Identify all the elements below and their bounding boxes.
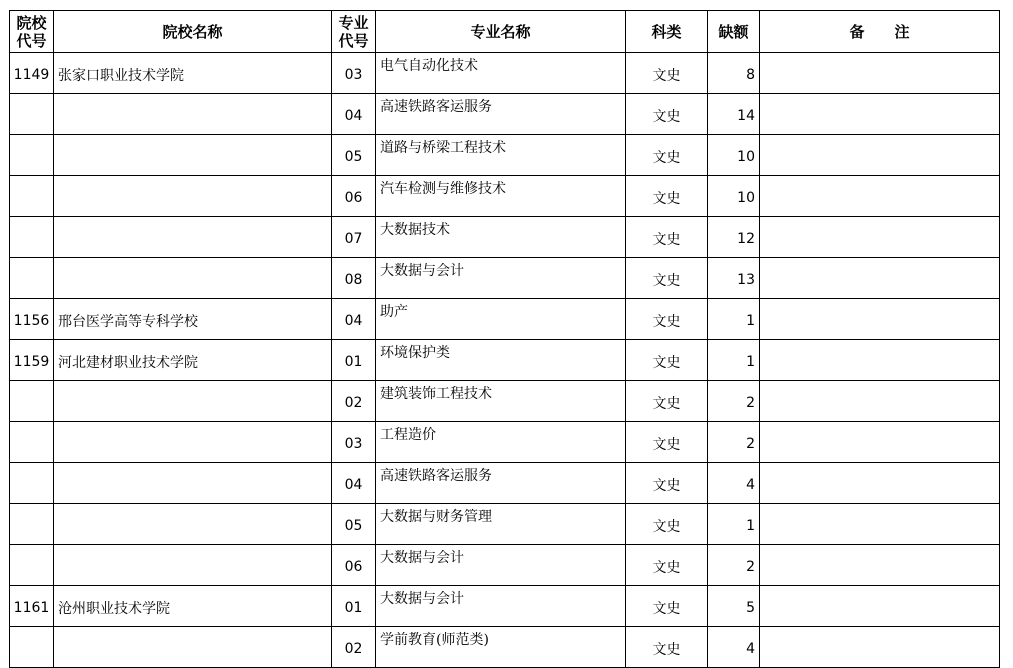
major-code-cell: 04 (332, 463, 376, 504)
category-cell: 文史 (626, 422, 708, 463)
school-code-cell: 1156 (10, 299, 54, 340)
major-name-cell: 大数据技术 (376, 217, 626, 258)
major-code-cell: 01 (332, 586, 376, 627)
major-name-cell: 高速铁路客运服务 (376, 463, 626, 504)
school-code-cell (10, 504, 54, 545)
table-row (10, 422, 1000, 463)
major-name-cell: 助产 (376, 299, 626, 340)
school-name-cell (54, 381, 332, 422)
table-row (10, 504, 1000, 545)
major-code-cell: 02 (332, 627, 376, 668)
major-code-cell: 08 (332, 258, 376, 299)
school-code-cell (10, 463, 54, 504)
table-row (10, 94, 1000, 135)
vacancy-cell: 4 (708, 463, 760, 504)
remarks-cell (760, 586, 1000, 627)
table-row (10, 53, 1000, 94)
header-row (10, 11, 1000, 53)
school-name-cell (54, 627, 332, 668)
vacancy-cell: 10 (708, 135, 760, 176)
vacancy-cell: 2 (708, 545, 760, 586)
header-major-code-line1: 专业 (338, 13, 369, 32)
major-code-cell: 06 (332, 176, 376, 217)
school-name-cell (54, 94, 332, 135)
vacancy-cell: 8 (708, 53, 760, 94)
remarks-cell (760, 217, 1000, 258)
school-name-cell: 沧州职业技术学院 (54, 586, 332, 627)
remarks-cell (760, 258, 1000, 299)
vacancy-cell: 10 (708, 176, 760, 217)
vacancy-cell: 13 (708, 258, 760, 299)
school-code-cell (10, 176, 54, 217)
category-cell: 文史 (626, 463, 708, 504)
header-school-code-line2: 代号 (16, 31, 47, 50)
table-row (10, 340, 1000, 381)
category-cell: 文史 (626, 340, 708, 381)
vacancy-cell: 12 (708, 217, 760, 258)
category-cell: 文史 (626, 627, 708, 668)
vacancy-cell: 1 (708, 299, 760, 340)
header-school-code (10, 11, 54, 53)
major-code-cell: 06 (332, 545, 376, 586)
header-school-name: 院校名称 (54, 11, 332, 53)
remarks-cell (760, 53, 1000, 94)
category-cell: 文史 (626, 586, 708, 627)
header-major-code-line2: 代号 (338, 31, 369, 50)
major-name-cell: 道路与桥梁工程技术 (376, 135, 626, 176)
header-category: 科类 (626, 11, 708, 53)
major-code-cell: 03 (332, 53, 376, 94)
school-name-cell (54, 217, 332, 258)
remarks-cell (760, 545, 1000, 586)
school-name-cell (54, 176, 332, 217)
remarks-cell (760, 627, 1000, 668)
remarks-cell (760, 422, 1000, 463)
category-cell: 文史 (626, 53, 708, 94)
table-row (10, 258, 1000, 299)
school-name-cell: 河北建材职业技术学院 (54, 340, 332, 381)
major-code-cell: 07 (332, 217, 376, 258)
vacancy-cell: 2 (708, 422, 760, 463)
school-name-cell (54, 545, 332, 586)
table-row (10, 586, 1000, 627)
school-code-cell (10, 422, 54, 463)
major-code-cell: 03 (332, 422, 376, 463)
remarks-cell (760, 94, 1000, 135)
table-row (10, 176, 1000, 217)
major-name-cell: 环境保护类 (376, 340, 626, 381)
vacancy-cell: 14 (708, 94, 760, 135)
header-major-name: 专业名称 (376, 11, 626, 53)
header-major-code (332, 11, 376, 53)
major-name-cell: 建筑装饰工程技术 (376, 381, 626, 422)
school-code-cell: 1159 (10, 340, 54, 381)
category-cell: 文史 (626, 545, 708, 586)
header-vacancy: 缺额 (708, 11, 760, 53)
major-name-cell: 高速铁路客运服务 (376, 94, 626, 135)
table-row (10, 545, 1000, 586)
vacancy-cell: 5 (708, 586, 760, 627)
major-code-cell: 05 (332, 504, 376, 545)
category-cell: 文史 (626, 217, 708, 258)
header-school-code-line1: 院校 (16, 13, 47, 32)
category-cell: 文史 (626, 299, 708, 340)
remarks-cell (760, 299, 1000, 340)
major-name-cell: 电气自动化技术 (376, 53, 626, 94)
school-code-cell (10, 627, 54, 668)
major-name-cell: 大数据与会计 (376, 258, 626, 299)
major-name-cell: 大数据与会计 (376, 586, 626, 627)
school-name-cell (54, 258, 332, 299)
table-row (10, 627, 1000, 668)
school-name-cell (54, 463, 332, 504)
school-name-cell (54, 504, 332, 545)
table-row (10, 381, 1000, 422)
major-code-cell: 04 (332, 94, 376, 135)
remarks-cell (760, 504, 1000, 545)
category-cell: 文史 (626, 258, 708, 299)
vacancy-cell: 4 (708, 627, 760, 668)
major-code-cell: 01 (332, 340, 376, 381)
category-cell: 文史 (626, 381, 708, 422)
major-name-cell: 工程造价 (376, 422, 626, 463)
remarks-cell (760, 135, 1000, 176)
category-cell: 文史 (626, 94, 708, 135)
remarks-cell (760, 463, 1000, 504)
category-cell: 文史 (626, 504, 708, 545)
school-name-cell (54, 135, 332, 176)
school-code-cell (10, 258, 54, 299)
school-code-cell (10, 217, 54, 258)
school-code-cell (10, 94, 54, 135)
table-row (10, 217, 1000, 258)
table-row (10, 299, 1000, 340)
school-code-cell: 1149 (10, 53, 54, 94)
major-code-cell: 04 (332, 299, 376, 340)
remarks-cell (760, 176, 1000, 217)
major-name-cell: 大数据与会计 (376, 545, 626, 586)
school-name-cell: 邢台医学高等专科学校 (54, 299, 332, 340)
school-name-cell (54, 422, 332, 463)
vacancy-table (9, 10, 1000, 668)
school-code-cell (10, 135, 54, 176)
major-name-cell: 汽车检测与维修技术 (376, 176, 626, 217)
vacancy-cell: 1 (708, 340, 760, 381)
school-name-cell: 张家口职业技术学院 (54, 53, 332, 94)
major-code-cell: 02 (332, 381, 376, 422)
category-cell: 文史 (626, 135, 708, 176)
header-remarks: 备 注 (760, 11, 1000, 53)
school-code-cell (10, 381, 54, 422)
school-code-cell (10, 545, 54, 586)
major-name-cell: 学前教育(师范类) (376, 627, 626, 668)
school-code-cell: 1161 (10, 586, 54, 627)
major-code-cell: 05 (332, 135, 376, 176)
major-name-cell: 大数据与财务管理 (376, 504, 626, 545)
category-cell: 文史 (626, 176, 708, 217)
vacancy-cell: 1 (708, 504, 760, 545)
remarks-cell (760, 340, 1000, 381)
remarks-cell (760, 381, 1000, 422)
table-row (10, 463, 1000, 504)
vacancy-cell: 2 (708, 381, 760, 422)
table-row (10, 135, 1000, 176)
